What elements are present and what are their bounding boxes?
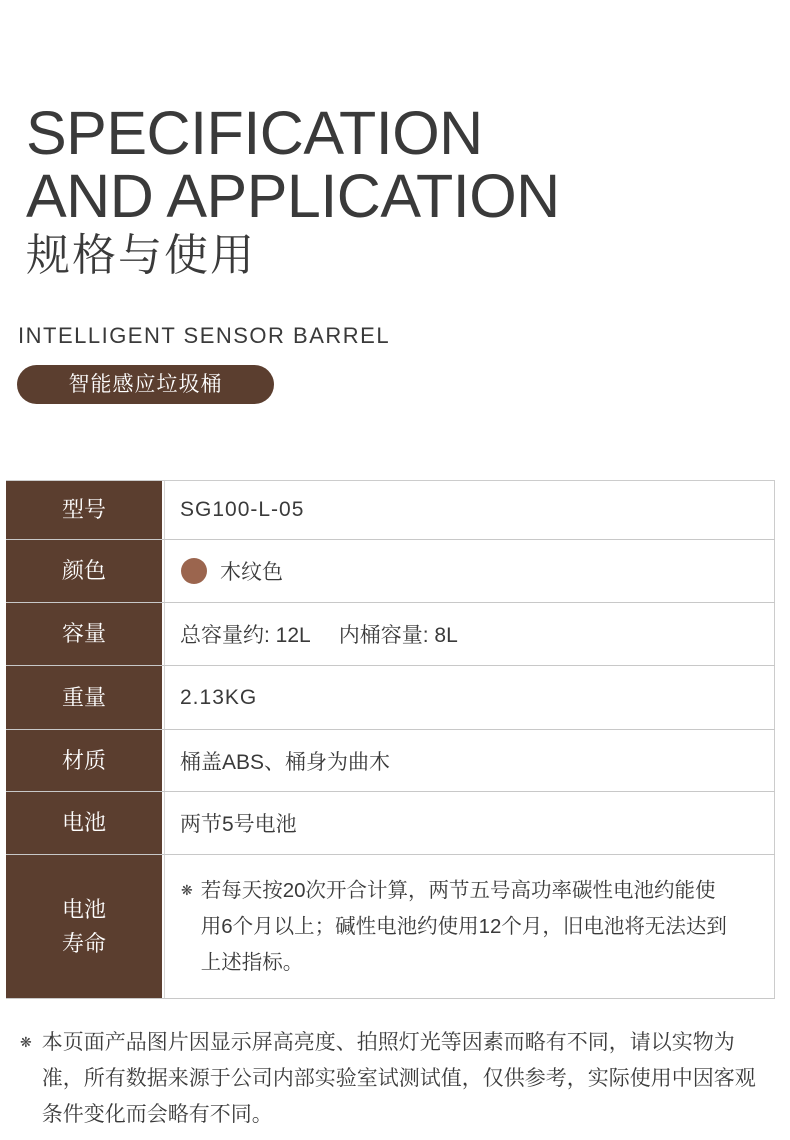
color-swatch <box>181 558 207 584</box>
spec-value-battery <box>164 792 775 854</box>
disclaimer <box>20 1025 760 1133</box>
product-subtitle: INTELLIGENT SENSOR BARREL <box>18 323 391 348</box>
capacity-inner: 内桶容量: 8L <box>338 624 458 647</box>
title-line-1: SPECIFICATION <box>26 99 483 167</box>
spec-label-color: 颜色 <box>6 540 164 602</box>
spec-value-weight <box>164 666 775 729</box>
spec-label-model: 型号 <box>6 481 164 539</box>
asterism-icon: ❋ <box>181 881 193 898</box>
battery-value: 两节5号电池 <box>180 813 297 836</box>
battery-life-label-line2: 寿命 <box>61 930 106 956</box>
spec-value-material <box>164 730 775 791</box>
spec-label-material: 材质 <box>6 730 164 791</box>
battery-life-label-line1: 电池 <box>61 896 106 922</box>
spec-row-weight <box>6 666 775 730</box>
page-title-cn: 规格与使用 <box>26 231 256 280</box>
asterism-icon: ❋ <box>20 1034 32 1050</box>
spec-row-color <box>6 540 775 603</box>
spec-table <box>6 480 775 999</box>
spec-value-capacity <box>164 603 775 665</box>
title-line-2: AND APPLICATION <box>26 162 560 230</box>
spec-row-model <box>6 481 775 540</box>
product-name-badge: 智能感应垃圾桶 <box>17 365 274 404</box>
spec-row-capacity <box>6 603 775 666</box>
spec-label-battery: 电池 <box>6 792 164 854</box>
spec-value-battery-life <box>164 855 775 998</box>
material-value: 桶盖ABS、桶身为曲木 <box>180 750 391 774</box>
spec-value-color <box>164 540 775 602</box>
model-number: SG100-L-05 <box>180 498 305 521</box>
disclaimer-text: 本页面产品图片因显示屏高亮度、拍照灯光等因素而略有不同，请以实物为准，所有数据来源于公司内部实验室试测试值，仅供参考，实际使用中因客观条件变化而会略有不同。 <box>41 1031 756 1126</box>
spec-row-material <box>6 730 775 792</box>
page-title-en <box>26 99 560 230</box>
spec-row-battery-life <box>6 855 775 999</box>
weight-value: 2.13KG <box>180 685 258 709</box>
spec-label-battery-life <box>6 855 164 998</box>
spec-label-weight: 重量 <box>6 666 164 729</box>
spec-row-battery <box>6 792 775 855</box>
capacity-total: 总容量约: 12L <box>180 624 311 647</box>
color-name: 木纹色 <box>220 561 283 584</box>
spec-label-capacity: 容量 <box>6 603 164 665</box>
spec-value-model <box>164 481 775 539</box>
battery-life-text: 若每天按20次开合计算，两节五号高功率碳性电池约能使用6个月以上；碱性电池约使用12个月，旧电池将无法达到上述指标。 <box>200 878 727 974</box>
